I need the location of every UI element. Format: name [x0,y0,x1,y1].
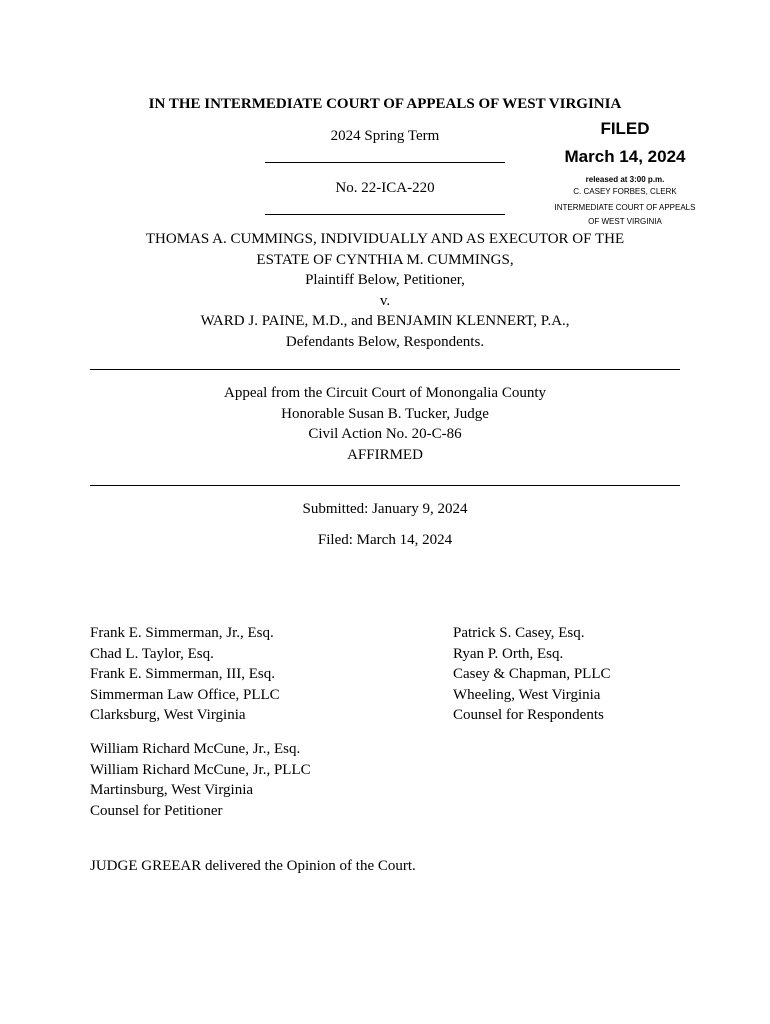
counsel-line: Ryan P. Orth, Esq. [453,645,564,662]
disposition: AFFIRMED [347,446,423,463]
filed-stamp [540,118,710,229]
appeal-info [60,383,710,465]
divider-rule [90,485,680,486]
counsel-line: Counsel for Petitioner [90,802,223,819]
counsel-petitioner-block-2 [90,739,311,821]
counsel-line: Patrick S. Casey, Esq. [453,625,585,641]
case-dates [60,499,710,550]
counsel-line: Simmerman Law Office, PLLC [90,686,280,703]
stamp-date: March 14, 2024 [564,147,686,166]
counsel-line: William Richard McCune, Jr., PLLC [90,761,311,778]
stamp-court-line1: INTERMEDIATE COURT OF APPEALS [554,203,696,212]
counsel-line: Martinsburg, West Virginia [90,782,254,798]
opinion-delivered: JUDGE GREEAR delivered the Opinion of the Court. [90,858,416,874]
counsel-line: Casey & Chapman, PLLC [453,666,611,682]
divider-rule [265,162,505,163]
counsel-line: Counsel for Respondents [453,707,604,723]
petitioner-line2: ESTATE OF CYNTHIA M. CUMMINGS, [256,251,514,268]
submitted-date: Submitted: January 9, 2024 [302,501,468,517]
respondents-role: Defendants Below, Respondents. [285,333,485,350]
stamp-filed: FILED [600,119,650,138]
respondents: WARD J. PAINE, M.D., and BENJAMIN KLENNERT, P.A., [200,313,570,329]
filed-date: Filed: March 14, 2024 [317,531,453,548]
stamp-released: released at 3:00 p.m. [585,175,665,184]
counsel-line: Chad L. Taylor, Esq. [90,645,214,662]
appeal-line1: Appeal from the Circuit Court of Monongalia County [223,385,547,401]
counsel-petitioner-block-1 [90,623,280,726]
court-title: IN THE INTERMEDIATE COURT OF APPEALS OF WEST VIRGINIA [148,96,622,112]
counsel-line: Frank E. Simmerman, Jr., Esq. [90,625,274,641]
term: 2024 Spring Term [330,128,440,144]
counsel-line: William Richard McCune, Jr., Esq. [90,741,301,757]
stamp-clerk: C. CASEY FORBES, CLERK [573,187,677,196]
petitioner-line1: THOMAS A. CUMMINGS, INDIVIDUALLY AND AS EXECUTOR OF THE [145,231,625,247]
counsel-line: Frank E. Simmerman, III, Esq. [90,666,275,682]
case-caption [60,229,710,352]
appeal-line3: Civil Action No. 20-C-86 [308,426,462,442]
versus: v. [379,292,391,309]
appeal-line2: Honorable Susan B. Tucker, Judge [281,405,489,422]
divider-rule [265,214,505,215]
petitioner-role: Plaintiff Below, Petitioner, [305,272,465,288]
docket-number: No. 22-ICA-220 [335,180,435,196]
counsel-line: Wheeling, West Virginia [453,686,601,703]
divider-rule [90,369,680,370]
counsel-line: Clarksburg, West Virginia [90,707,246,723]
stamp-court-line2: OF WEST VIRGINIA [588,217,662,226]
counsel-respondents-block [453,623,611,726]
